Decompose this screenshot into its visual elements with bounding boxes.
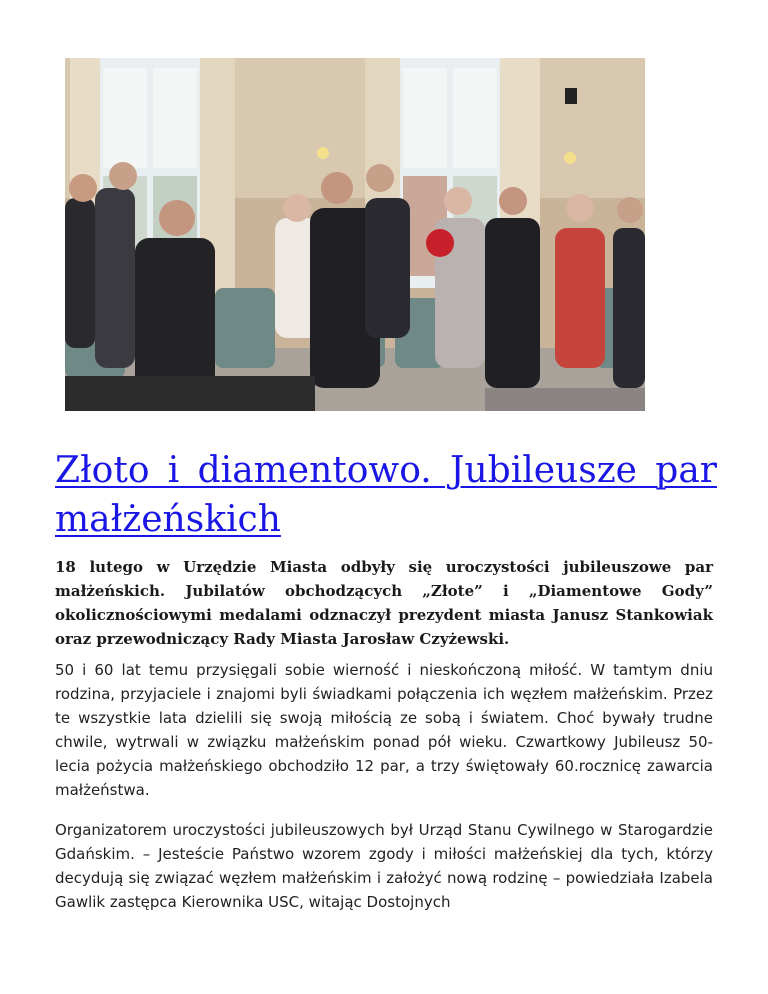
article-title-link[interactable]: Złoto i diamentowo. Jubileusze par małżeńskich (55, 450, 717, 540)
article-paragraph-2: Organizatorem uroczystości jubileuszowych był Urząd Stanu Cywilnego w Starogardzie Gdańskim. – Jesteście Państwo wzorem zgody i miłości małżeńskiej dla tych, którzy decydują się związać węzłem małżeńskim i założyć nową rodzinę – powiedziała Izabela Gawlik zastępca Kierownika USC, witając Dostojnych (55, 821, 713, 911)
article-lead: 18 lutego w Urzędzie Miasta odbyły się uroczystości jubileuszowe par małżeńskich. Jubilatów obchodzących „Złote” i „Diamentowe Gody” okolicznościowymi medalami odznaczył prezydent miasta Janusz Stankowiak oraz przewodniczący Rady Miasta Jarosław Czyżewski. (55, 558, 713, 648)
article-photo (65, 58, 645, 411)
article-paragraph-1: 50 i 60 lat temu przysięgali sobie wierność i nieskończoną miłość. W tamtym dniu rodzina, przyjaciele i znajomi byli świadkami połączenia ich węzłem małżeńskim. Przez te wszystkie lata dzielili się swoją miłością ze sobą i światem. Choć bywały trudne chwile, wytrwali w związku małżeńskim ponad pół wieku. Czwartkowy Jubileusz 50-lecia pożycia małżeńskiego obchodziło 12 par, a trzy świętowały 60.rocznicę zawarcia małżeństwa. (55, 661, 713, 799)
